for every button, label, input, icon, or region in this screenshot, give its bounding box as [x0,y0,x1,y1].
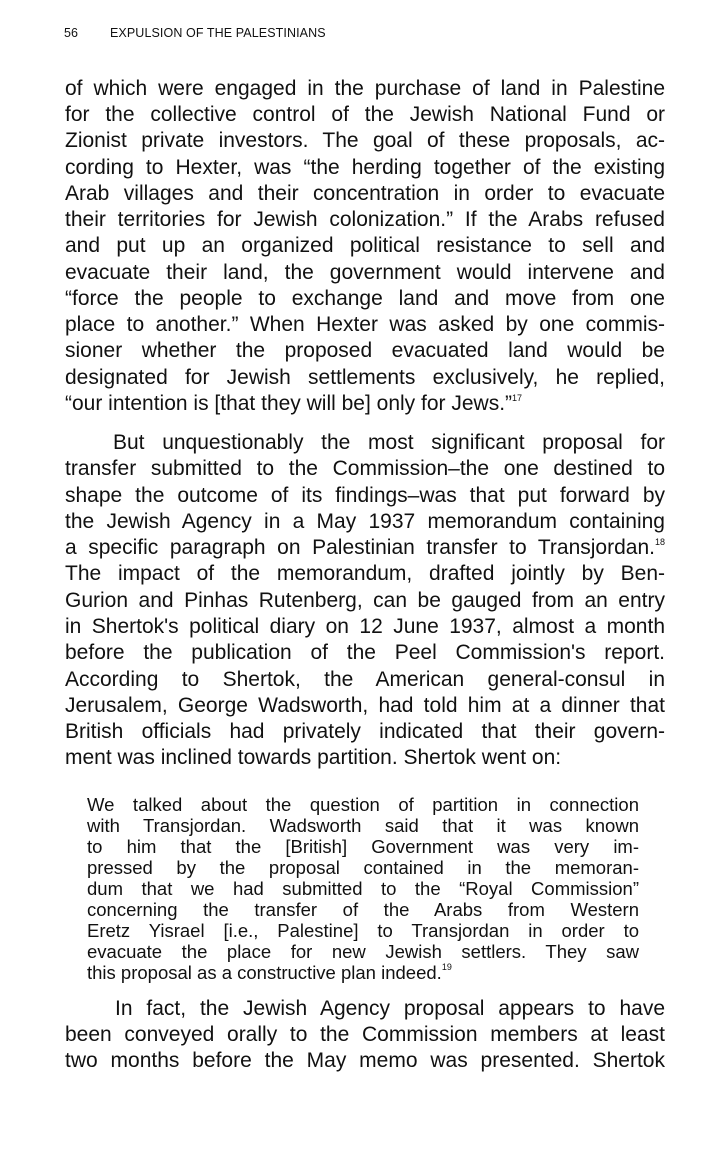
running-head [64,26,326,40]
text-line: been conveyed orally to the Commission members at least [65,1023,665,1046]
text-line: But unquestionably the most significant proposal for [113,431,665,454]
text-line-with-footnote [65,535,665,561]
text-line: in Shertok's political diary on 12 June 1937, almost a month [65,615,665,638]
text-line: “force the people to exchange land and move from one [65,287,665,310]
text-line: place to another.” When Hexter was asked by one commis- [65,313,665,336]
text-line: shape the outcome of its findings–was that put forward by [65,484,665,507]
footnote-marker[interactable]: 17 [512,393,523,403]
quote-line: pressed by the proposal contained in the memoran- [87,857,639,878]
footnote-marker[interactable]: 18 [654,537,665,547]
text-line: Jerusalem, George Wadsworth, had told him at a dinner that [65,694,665,717]
text-line: The impact of the memorandum, drafted jointly by Ben- [65,562,665,585]
page-number: 56 [64,26,79,40]
quote-line: dum that we had submitted to the “Royal Commission” [87,878,639,899]
text-line: sioner whether the proposed evacuated land would be [65,339,665,362]
quote-line: this proposal as a constructive plan indeed. [87,962,442,983]
text-line: evacuate their land, the government would intervene and [65,261,665,284]
quote-line: Eretz Yisrael [i.e., Palestine] to Transjordan in order to [87,920,639,941]
text-line: Arab villages and their concentration in order to evacuate [65,182,665,205]
text-line: Gurion and Pinhas Rutenberg, can be gauged from an entry [65,589,665,612]
text-line: British officials had privately indicated that their govern- [65,720,665,743]
quote-line-with-footnote [87,962,639,983]
text-line: of which were engaged in the purchase of land in Palestine [65,77,665,100]
text-line-with-footnote [65,391,665,417]
quote-line: to him that the [British] Government was very im- [87,836,639,857]
text-line: a specific paragraph on Palestinian transfer to Transjordan. [65,536,655,559]
text-line: ment was inclined towards partition. Shertok went on: [65,746,562,769]
quote-line: evacuate the place for new Jewish settlers. They saw [87,941,639,962]
text-line: for the collective control of the Jewish National Fund or [65,103,665,126]
text-line: the Jewish Agency in a May 1937 memorandum containing [65,510,665,533]
footnote-marker[interactable]: 19 [441,962,452,972]
text-line: and put up an organized political resistance to sell and [65,234,665,257]
text-line: before the publication of the Peel Commission's report. [65,641,665,664]
text-line: their territories for Jewish colonization.” If the Arabs refused [65,208,665,231]
text-line: cording to Hexter, was “the herding together of the existing [65,156,665,179]
quote-line: concerning the transfer of the Arabs from Western [87,899,639,920]
text-line: “our intention is [that they will be] only for Jews.” [65,392,513,415]
text-line: transfer submitted to the Commission–the one destined to [65,457,665,480]
text-line: two months before the May memo was presented. Shertok [65,1049,665,1072]
text-line: In fact, the Jewish Agency proposal appears to have [115,997,665,1020]
running-head-title: EXPULSION OF THE PALESTINIANS [110,26,326,40]
text-line: Zionist private investors. The goal of these proposals, ac- [65,129,665,152]
quote-line: We talked about the question of partition in connection [87,794,639,815]
quote-line: with Transjordan. Wadsworth said that it was known [87,815,639,836]
text-line: designated for Jewish settlements exclusively, he replied, [65,366,665,389]
text-line: According to Shertok, the American general-consul in [65,668,665,691]
